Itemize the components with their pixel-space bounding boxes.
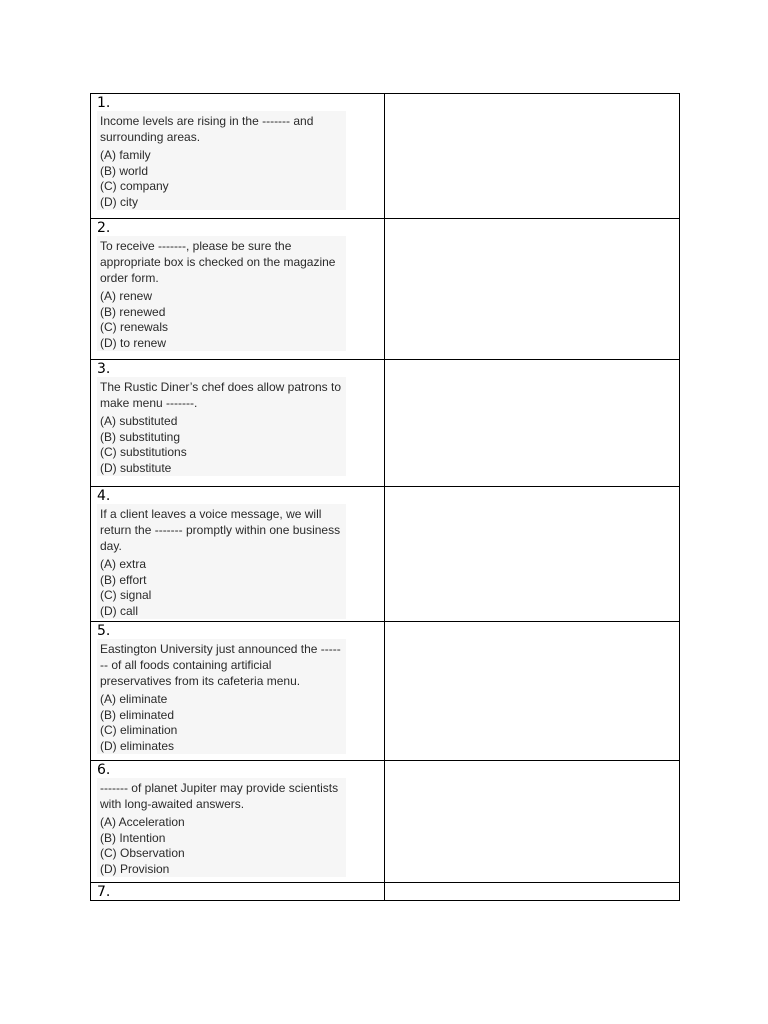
option-c: (C) Observation (100, 846, 185, 861)
option-c: (C) substitutions (100, 445, 187, 460)
question-content (97, 236, 346, 351)
question-row-4 (91, 487, 680, 622)
option-d: (D) eliminates (100, 738, 175, 753)
question-stem: The Rustic Diner’s chef does allow patrons to make menu -------. (100, 380, 342, 410)
question-cell-2 (91, 219, 385, 360)
question-cell-6 (91, 761, 385, 883)
question-row-2 (91, 219, 680, 360)
option-c: (C) elimination (100, 723, 178, 738)
option-a: (A) Acceleration (100, 815, 185, 829)
answer-cell-2[interactable] (385, 219, 680, 360)
question-number: 7. (97, 884, 111, 900)
option-a: (A) substituted (100, 414, 178, 428)
option-a: (A) extra (100, 557, 147, 571)
question-cell-3 (91, 360, 385, 487)
option-c: (C) renewals (100, 320, 169, 335)
question-number: 2. (97, 220, 111, 236)
option-d: (D) substitute (100, 460, 172, 475)
worksheet-table (90, 93, 680, 901)
option-d: (D) to renew (100, 335, 167, 350)
question-cell-4 (91, 487, 385, 622)
question-stem: To receive -------, please be sure the appropriate box is checked on the magazine order form. (100, 239, 336, 285)
option-b: (B) world (100, 163, 149, 178)
question-row-3 (91, 360, 680, 487)
question-row-1 (91, 94, 680, 219)
question-row-5 (91, 622, 680, 761)
question-row-7 (91, 883, 680, 901)
answer-cell-3[interactable] (385, 360, 680, 487)
question-stem: If a client leaves a voice message, we will return the ------- promptly within one business day. (100, 507, 341, 553)
option-c: (C) company (100, 179, 169, 194)
question-content (97, 778, 346, 877)
question-stem: Eastington University just announced the ------- of all foods containing artificial preservatives from its cafeteria menu. (100, 642, 341, 688)
question-stem: Income levels are rising in the ------- and surrounding areas. (100, 114, 314, 144)
option-a: (A) eliminate (100, 692, 168, 706)
answer-cell-7[interactable] (385, 883, 680, 901)
question-number: 5. (97, 623, 111, 639)
option-d: (D) city (100, 194, 138, 209)
question-content (97, 377, 346, 476)
option-b: (B) substituting (100, 429, 181, 444)
answer-cell-1[interactable] (385, 94, 680, 219)
question-number: 4. (97, 488, 111, 504)
question-number: 1. (97, 95, 111, 111)
option-d: (D) Provision (100, 861, 170, 876)
option-c: (C) signal (100, 588, 152, 603)
answer-cell-6[interactable] (385, 761, 680, 883)
question-cell-1 (91, 94, 385, 219)
question-number: 6. (97, 762, 111, 778)
option-b: (B) eliminated (100, 707, 175, 722)
option-b: (B) Intention (100, 830, 166, 845)
question-content (97, 639, 346, 754)
option-a: (A) family (100, 148, 151, 162)
answer-cell-4[interactable] (385, 487, 680, 622)
option-b: (B) effort (100, 572, 147, 587)
question-row-6 (91, 761, 680, 883)
question-cell-7 (91, 883, 385, 901)
question-content (97, 111, 346, 210)
option-b: (B) renewed (100, 304, 166, 319)
answer-cell-5[interactable] (385, 622, 680, 761)
question-number: 3. (97, 361, 111, 377)
question-stem: ------- of planet Jupiter may provide scientists with long-awaited answers. (100, 781, 339, 811)
question-cell-5 (91, 622, 385, 761)
option-a: (A) renew (100, 289, 153, 303)
question-content (97, 504, 346, 619)
option-d: (D) call (100, 603, 138, 618)
